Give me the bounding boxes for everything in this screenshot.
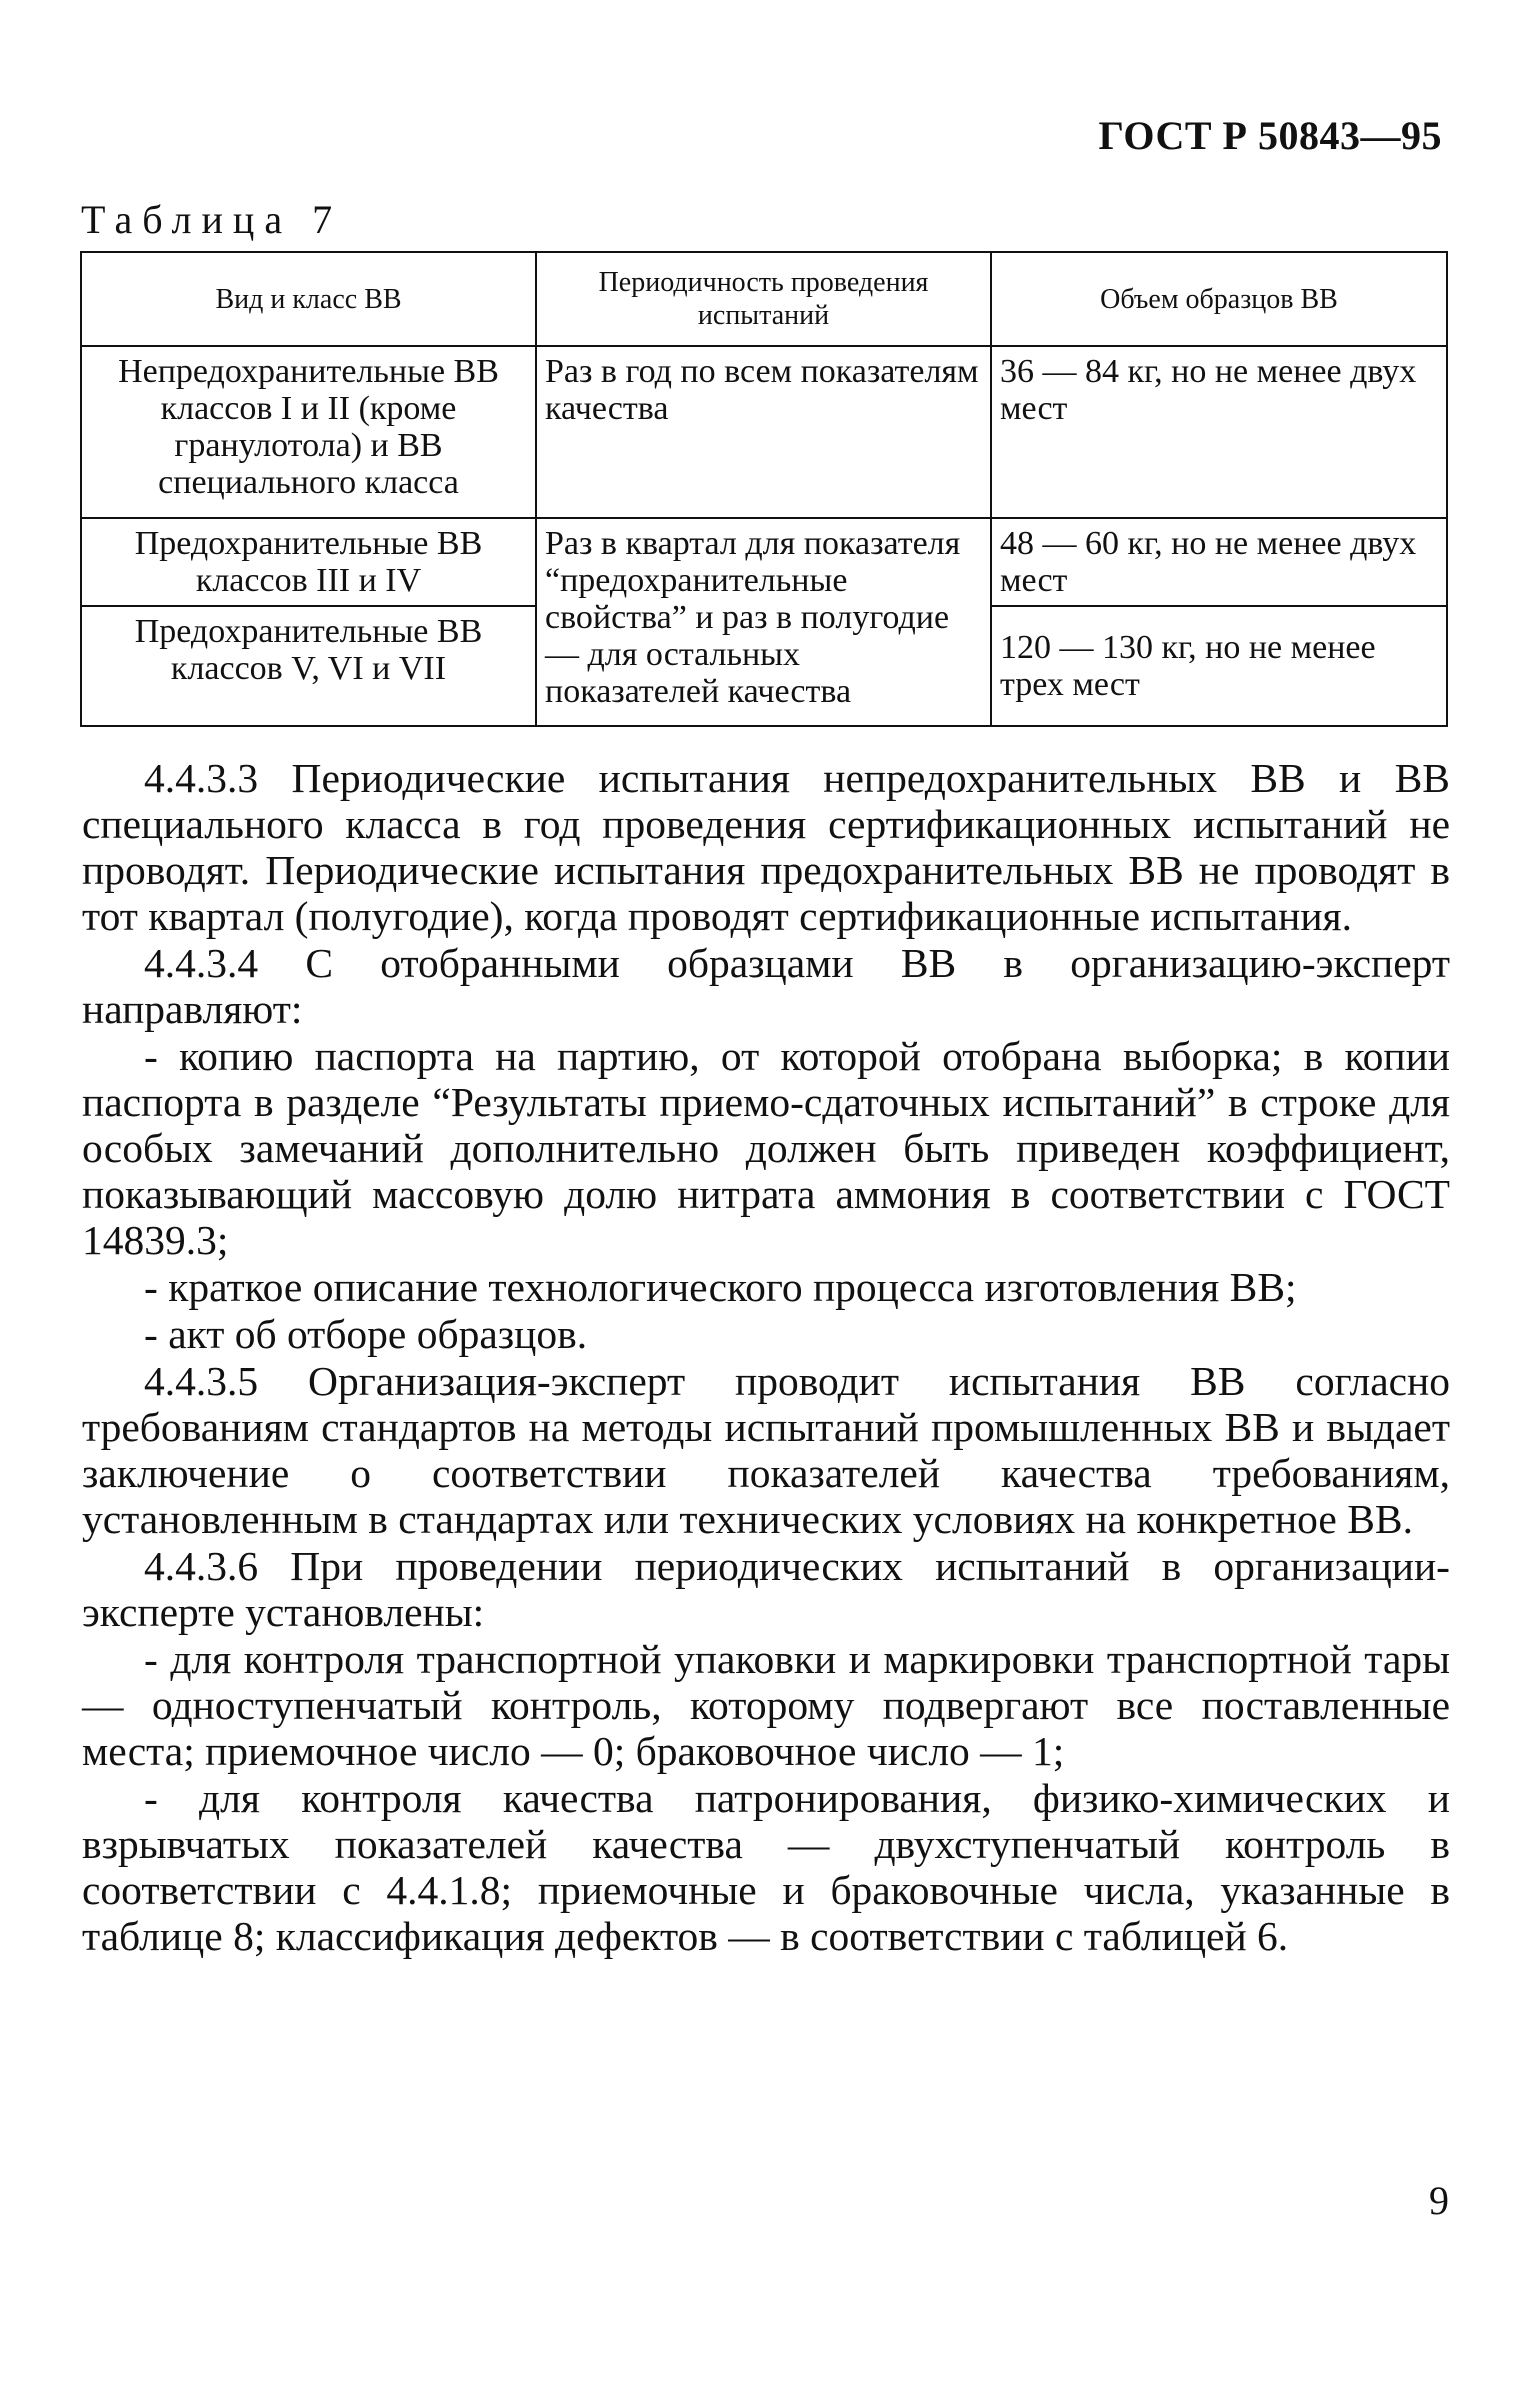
column-header-kind: Вид и класс ВВ xyxy=(81,252,536,346)
list-item: - копию паспорта на партию, от которой отобрана выборка; в копии паспорта в разделе “Результаты приемо-сдаточных испытаний” в строке для особых замечаний дополнительно должен быть приведен коэффициент, показывающий массовую долю нитрата аммония в соответствии с ГОСТ 14839.3; xyxy=(82,1033,1450,1263)
cell-period: Раз в год по всем показателям качества xyxy=(536,346,991,518)
column-header-volume: Объем образцов ВВ xyxy=(991,252,1447,346)
paragraph-4-4-3-4: 4.4.3.4 С отобранными образцами ВВ в организацию-эксперт направляют: xyxy=(82,940,1450,1032)
table-row xyxy=(81,346,1447,518)
standard-code: ГОСТ Р 50843—95 xyxy=(1098,113,1442,158)
cell-kind: Непредохранительные ВВ классов I и II (кроме гранулотола) и ВВ специального класса xyxy=(81,346,536,518)
table-row xyxy=(81,518,1447,606)
cell-volume: 48 — 60 кг, но не менее двух мест xyxy=(991,518,1447,606)
column-header-period: Периодичность проведения испытаний xyxy=(536,252,991,346)
cell-period: Раз в квартал для показателя “предохранительные свойства” и раз в полугодие — для остальных показателей качества xyxy=(536,518,991,726)
paragraph-4-4-3-5: 4.4.3.5 Организация-эксперт проводит испытания ВВ согласно требованиям стандартов на методы испытаний промышленных ВВ и выдает заключение о соответствии показателей качества требованиям, установленным в стандартах или технических условиях на конкретное ВВ. xyxy=(82,1358,1450,1542)
list-item: - краткое описание технологического процесса изготовления ВВ; xyxy=(144,1264,1297,1310)
paragraph-4-4-3-3: 4.4.3.3 Периодические испытания непредохранительных ВВ и ВВ специального класса в год проведения сертификационных испытаний не проводят. Периодические испытания предохранительных ВВ не проводят в тот квартал (полугодие), когда проводят сертификационные испытания. xyxy=(82,755,1450,939)
cell-kind: Предохранительные ВВ классов III и IV xyxy=(81,518,536,606)
table-header-row xyxy=(81,252,1447,346)
table-7 xyxy=(80,251,1446,727)
table-caption: Таблица 7 xyxy=(81,197,343,242)
data-table xyxy=(80,251,1448,727)
page-number: 9 xyxy=(1429,2178,1449,2223)
body-text xyxy=(82,755,1450,1960)
paragraph-4-4-3-6: 4.4.3.6 При проведении периодических испытаний в организации-эксперте установлены: xyxy=(82,1543,1450,1635)
cell-volume: 36 — 84 кг, но не менее двух мест xyxy=(991,346,1447,518)
list-item: - для контроля транспортной упаковки и маркировки транспортной тары — одноступенчатый контроль, которому подвергают все поставленные места; приемочное число — 0; браковочное число — 1; xyxy=(82,1636,1450,1774)
list-item: - для контроля качества патронирования, физико-химических и взрывчатых показателей качества — двухступенчатый контроль в соответствии с 4.4.1.8; приемочные и браковочные числа, указанные в таблице 8; классификация дефектов — в соответствии с таблицей 6. xyxy=(82,1775,1450,1959)
cell-volume: 120 — 130 кг, но не менее трех мест xyxy=(991,606,1447,726)
cell-kind: Предохранительные ВВ классов V, VI и VII xyxy=(81,606,536,726)
list-item: - акт об отборе образцов. xyxy=(144,1311,588,1357)
